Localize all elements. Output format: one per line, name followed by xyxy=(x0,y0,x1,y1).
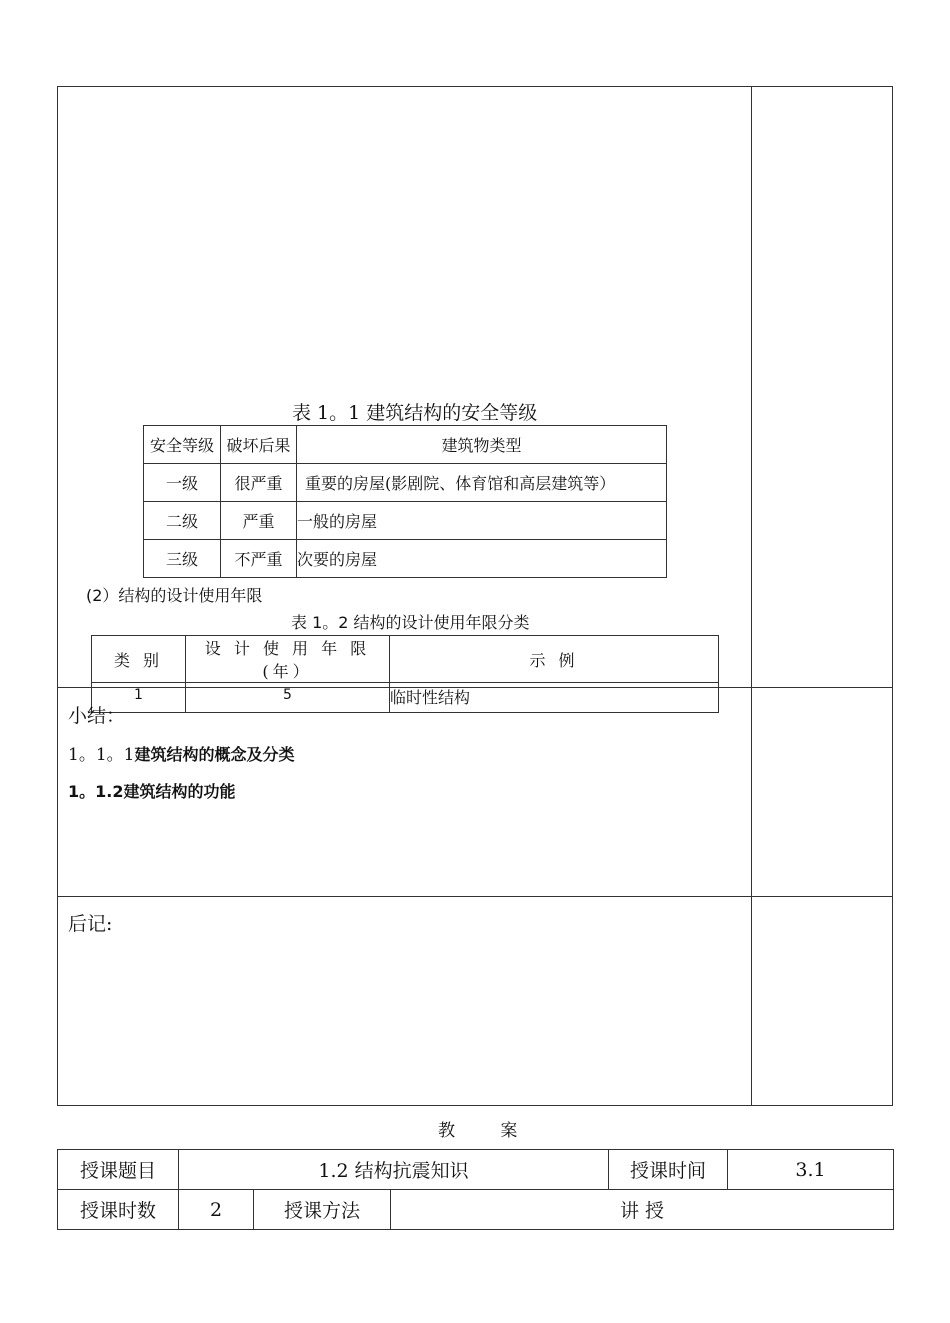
cell-consequence: 不严重 xyxy=(221,540,297,578)
table-row xyxy=(58,1190,894,1230)
summary-label: 小结： xyxy=(68,705,126,727)
margin-divider-summary xyxy=(751,687,752,897)
table-header-row xyxy=(92,636,719,683)
hours-value: 2 xyxy=(179,1190,254,1230)
summary-item-number: 1。1。1 xyxy=(68,745,135,765)
table-row xyxy=(144,540,667,578)
cell-type: 次要的房屋 xyxy=(297,540,667,578)
hours-label: 授课时数 xyxy=(58,1190,179,1230)
header-damage-consequence: 破坏后果 xyxy=(221,426,297,464)
cell-type: 重要的房屋(影剧院、体育馆和高层建筑等） xyxy=(297,464,667,502)
cell-level: 二级 xyxy=(144,502,221,540)
header-safety-level: 安全等级 xyxy=(144,426,221,464)
header-example: 示 例 xyxy=(390,636,719,683)
summary-item xyxy=(68,740,294,765)
cell-category: 1 xyxy=(92,683,186,713)
cell-example: 临时性结构 xyxy=(390,683,719,713)
postscript-section xyxy=(57,896,893,1106)
table-row xyxy=(144,464,667,502)
table-row xyxy=(58,1150,894,1190)
safety-level-table xyxy=(143,425,667,578)
lesson-plan-title: 教 案 xyxy=(438,1121,538,1141)
method-label: 授课方法 xyxy=(254,1190,391,1230)
cell-design-life: 5 xyxy=(186,683,390,713)
summary-item-number: 1。1.2 xyxy=(68,782,124,801)
table-1-1-caption: 表 1。1 建筑结构的安全等级 xyxy=(292,402,538,424)
margin-divider-top xyxy=(751,86,752,688)
time-label: 授课时间 xyxy=(609,1150,728,1190)
cell-consequence: 严重 xyxy=(221,502,297,540)
table-row xyxy=(144,502,667,540)
cell-level: 一级 xyxy=(144,464,221,502)
header-design-life: 设 计 使 用 年 限 (年） xyxy=(186,636,390,683)
section-2-heading: (2）结构的设计使用年限 xyxy=(86,586,263,605)
cell-consequence: 很严重 xyxy=(221,464,297,502)
cell-level: 三级 xyxy=(144,540,221,578)
method-value: 讲 授 xyxy=(391,1190,894,1230)
postscript-label: 后记: xyxy=(68,913,113,935)
summary-item xyxy=(68,779,236,802)
cell-type: 一般的房屋 xyxy=(297,502,667,540)
header-category: 类 别 xyxy=(92,636,186,683)
summary-item-text: 建筑结构的概念及分类 xyxy=(134,745,295,764)
summary-item-text: 建筑结构的功能 xyxy=(123,782,236,801)
header-building-type: 建筑物类型 xyxy=(297,426,667,464)
table-1-2-caption: 表 1。2 结构的设计使用年限分类 xyxy=(291,613,530,632)
margin-divider-postscript xyxy=(751,896,752,1106)
time-value: 3.1 xyxy=(728,1150,894,1190)
topic-label: 授课题目 xyxy=(58,1150,179,1190)
lesson-plan-table xyxy=(57,1149,894,1230)
table-1-2-clip xyxy=(85,630,745,707)
topic-value: 1.2 结构抗震知识 xyxy=(179,1150,609,1190)
table-header-row xyxy=(144,426,667,464)
